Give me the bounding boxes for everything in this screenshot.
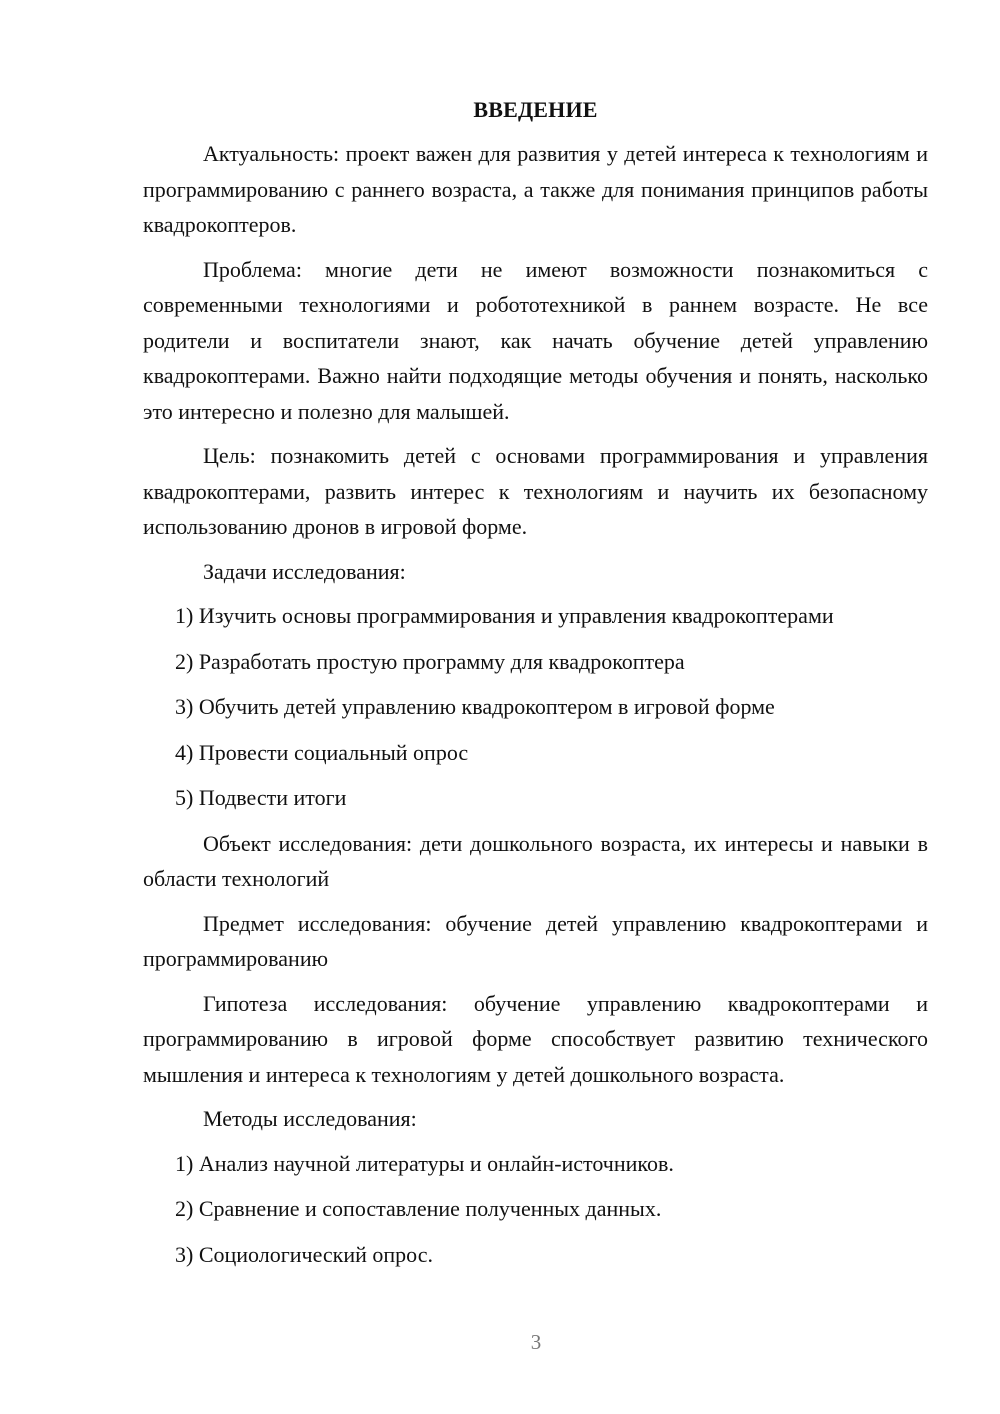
object-paragraph: Объект исследования: дети дошкольного возраста, их интересы и навыки в области технологий — [143, 830, 928, 891]
goal-paragraph: Цель: познакомить детей с основами программирования и управления квадрокоптерами, развить интерес к технологиям и научить их безопасному использованию дронов в игровой форме. — [143, 443, 928, 539]
relevance-paragraph: Актуальность: проект важен для развития у детей интереса к технологиям и программированию с раннего возраста, а также для понимания принципов работы квадрокоптеров. — [143, 141, 928, 237]
hypothesis-paragraph: Гипотеза исследования: обучение управлению квадрокоптерами и программированию в игровой форме способствует развитию технического мышления и интереса к технологиям у детей дошкольного возраста. — [143, 990, 928, 1087]
page-number: 3 — [530, 1330, 542, 1354]
subject-paragraph: Предмет исследования: обучение детей управлению квадрокоптерами и программированию — [143, 910, 928, 971]
list-item: 1) Изучить основы программирования и управления квадрокоптерами — [175, 603, 834, 628]
list-item: 2) Разработать простую программу для квадрокоптера — [175, 648, 685, 674]
document-page — [143, 92, 928, 1282]
methods-title: Методы исследования: — [203, 1106, 417, 1131]
list-item: 1) Анализ научной литературы и онлайн-источников. — [175, 1150, 674, 1176]
list-item: 2) Сравнение и сопоставление полученных данных. — [175, 1196, 662, 1221]
list-item: 3) Социологический опрос. — [175, 1241, 433, 1267]
list-item: 5) Подвести итоги — [175, 785, 347, 810]
section-heading: ВВЕДЕНИЕ — [473, 97, 598, 122]
methods-list — [143, 1146, 928, 1273]
list-item: 4) Провести социальный опрос — [175, 739, 469, 765]
tasks-list — [143, 598, 928, 816]
tasks-title: Задачи исследования: — [203, 558, 406, 584]
list-item: 3) Обучить детей управлению квадрокоптером в игровой форме — [175, 694, 775, 719]
problem-paragraph: Проблема: многие дети не имеют возможности познакомиться с современными технологиями и робототехникой в раннем возрасте. Не все родители и воспитатели знают, как начать обучение детей управлению квадрокоптерами. Важно найти подходящие методы обучения и понять, насколько это интересно и полезно для малышей. — [143, 256, 928, 424]
